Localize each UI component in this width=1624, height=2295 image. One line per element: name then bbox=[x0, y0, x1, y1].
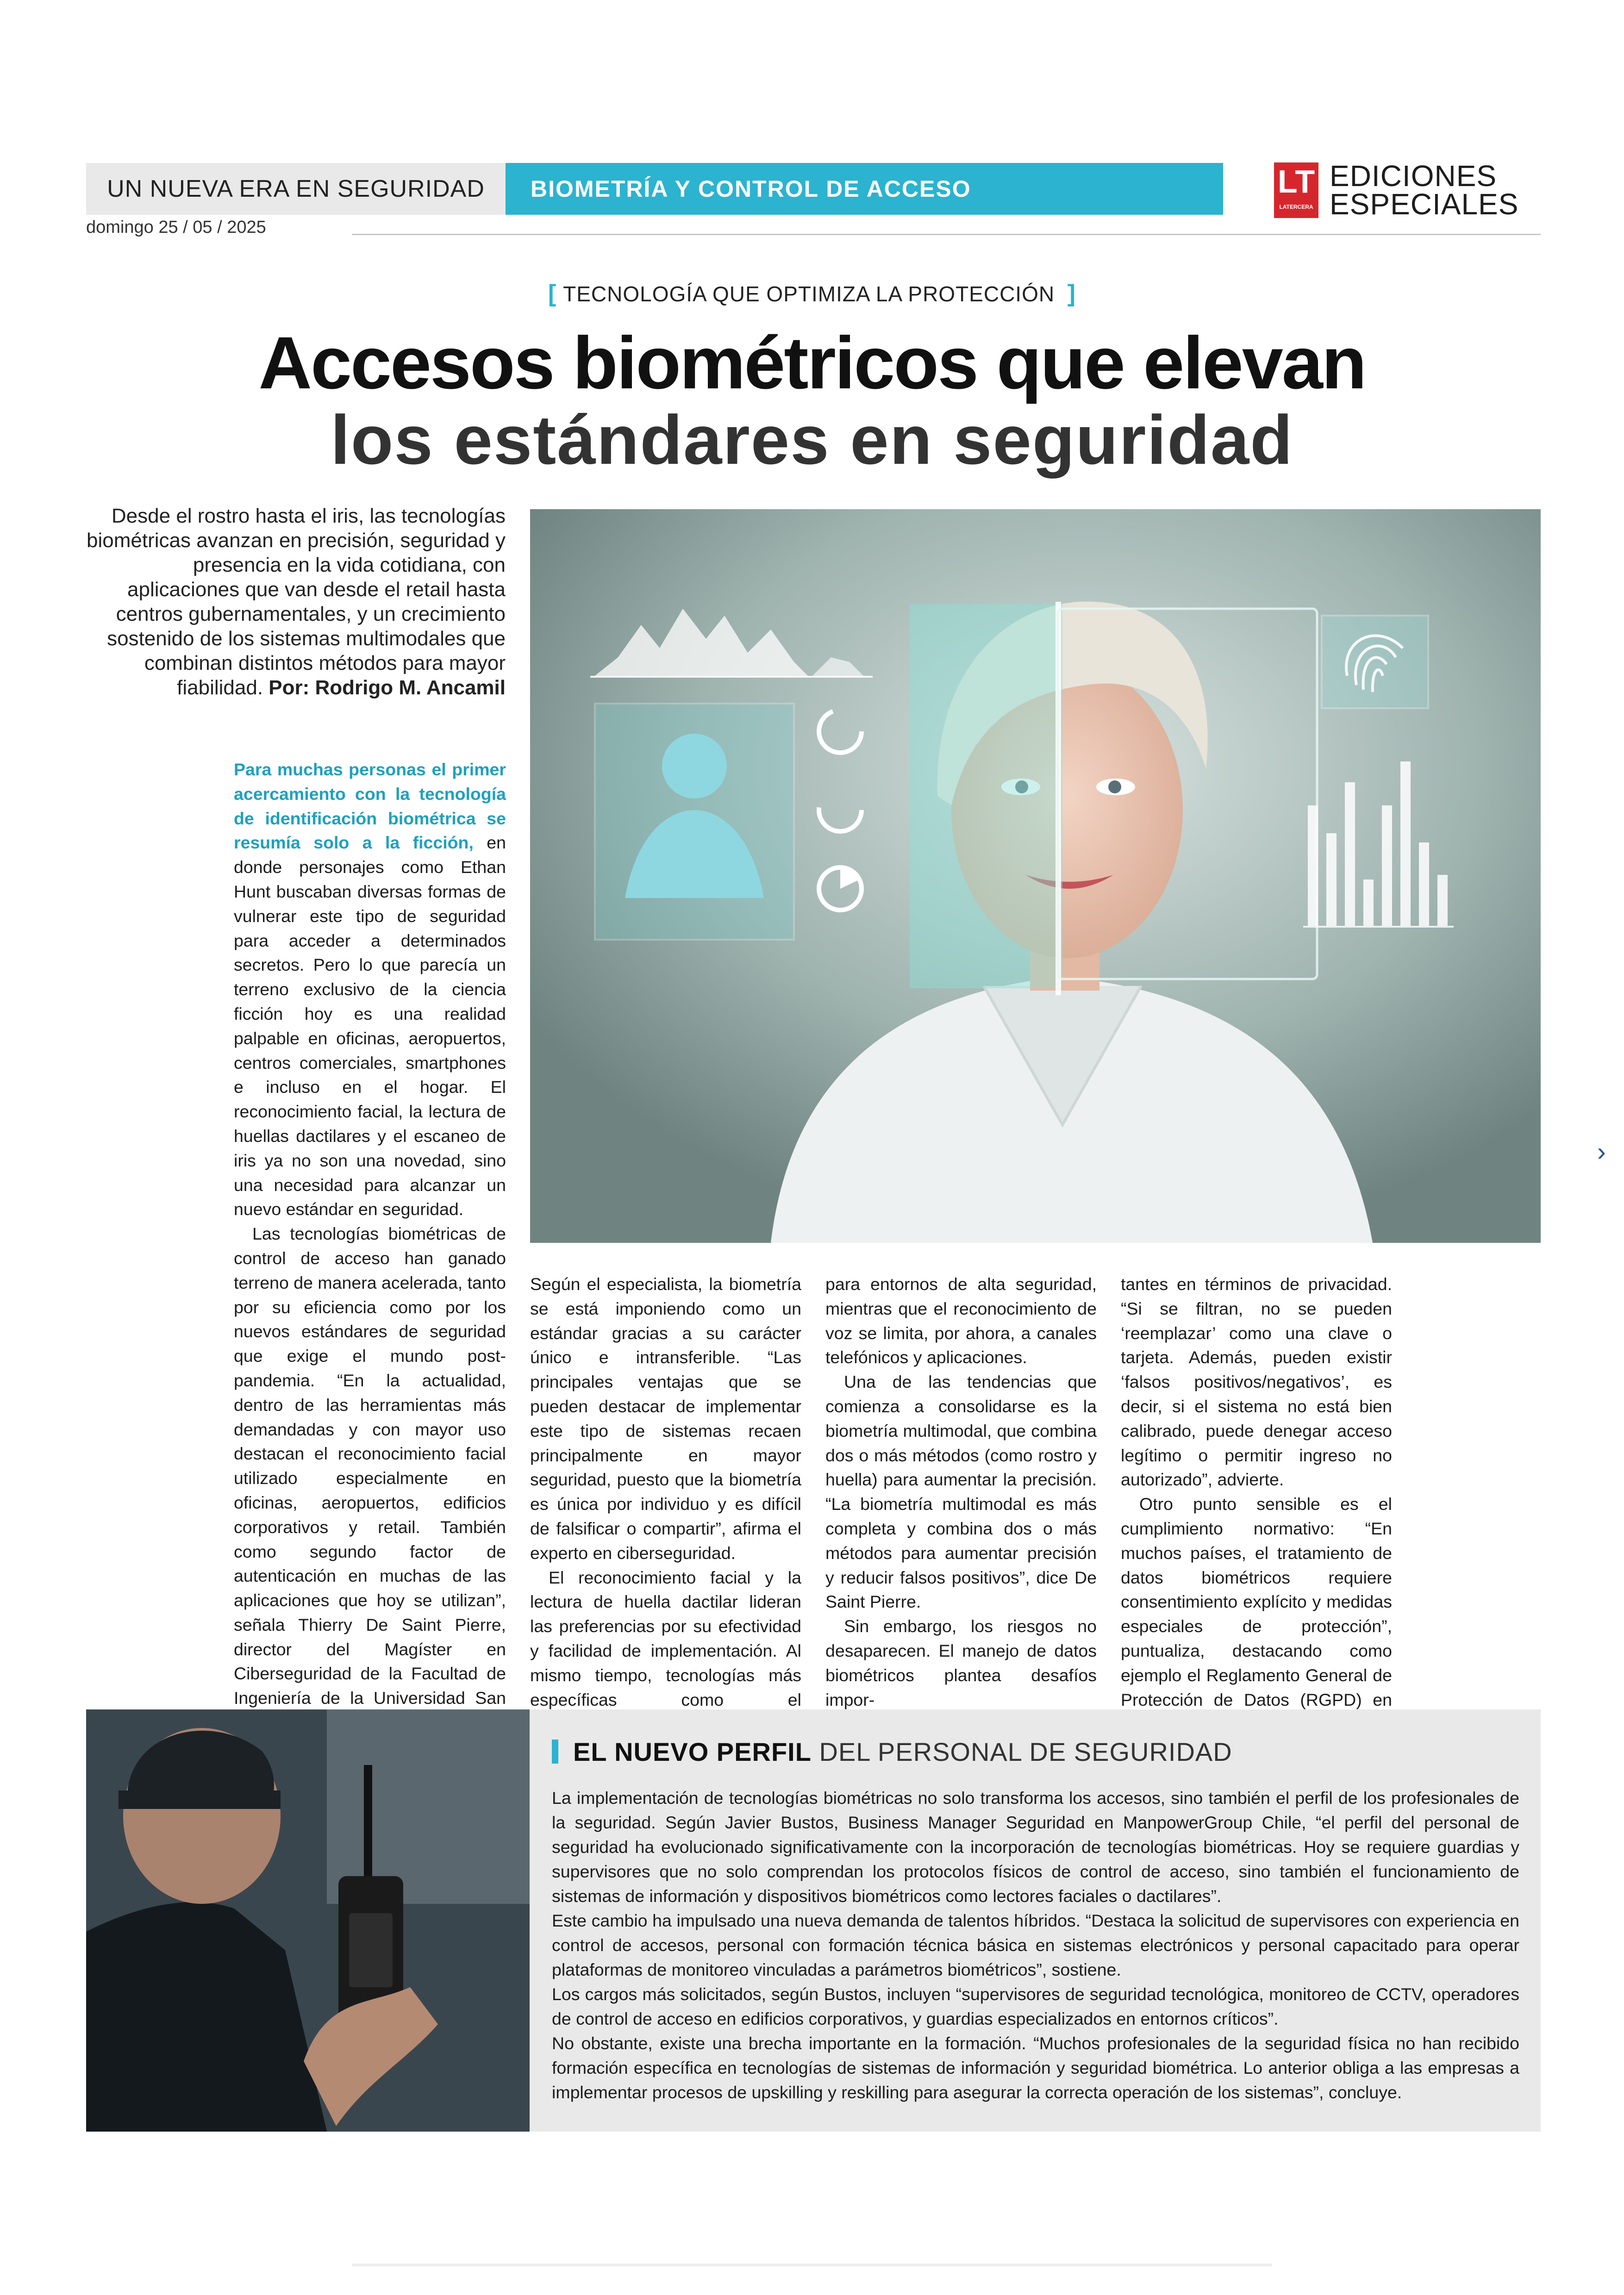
hero-image bbox=[530, 509, 1541, 1243]
header-divider bbox=[352, 234, 1541, 235]
lead-in: Para muchas personas el primer acercamiento con la tecnología de identificación biométrica se resumía solo a la ficción, bbox=[234, 760, 506, 853]
paragraph: El reconocimiento facial y la lectura de huella dactilar lideran las preferencias por su efectividad y facilidad de implementación. Al mismo tiempo, tecnologías más específicas como el bbox=[530, 1567, 801, 1709]
brand-lockup bbox=[1274, 159, 1519, 221]
kicker-text: TECNOLOGÍA QUE OPTIMIZA LA PROTECCIÓN bbox=[563, 282, 1055, 306]
article-column-1 bbox=[234, 757, 506, 1735]
paragraph: Sin embargo, los riesgos no desaparecen. El manejo de datos biométricos plantea desafíos impor- bbox=[825, 1616, 1097, 1709]
article-column-4 bbox=[1121, 1272, 1392, 1736]
lede-text: Desde el rostro hasta el iris, las tecnologías biométricas avanzan en precisión, seguridad y presencia en la vida cotidiana, con aplicaciones que van desde el retail hasta centros gubernamentales, y un crecimiento sostenido de los sistemas multimodales que combinan distintos métodos para mayor fiabilidad. bbox=[87, 505, 506, 699]
article-column-2 bbox=[530, 1272, 801, 1736]
sidebar-title-bold: EL NUEVO PERFIL bbox=[573, 1737, 812, 1766]
brand-name bbox=[1330, 159, 1519, 221]
sidebar-body bbox=[552, 1786, 1519, 2105]
section-label: UN NUEVA ERA EN SEGURIDAD bbox=[86, 163, 506, 215]
chevron-right-icon[interactable]: › bbox=[1597, 1137, 1606, 1166]
article-column-3 bbox=[825, 1272, 1097, 1712]
paragraph: Una de las tendencias que comienza a consolidarse es la biometría multimodal, que combina dos o más métodos (como rostro y huella) para aumentar la precisión. “La biometría multimodal es más completa y combina dos o más métodos para aumentar precisión y reducir falsos positivos”, dice De Saint Pierre. bbox=[825, 1372, 1097, 1612]
kicker: [ TECNOLOGÍA QUE OPTIMIZA LA PROTECCIÓN ] bbox=[548, 280, 1076, 307]
title-accent-bar bbox=[552, 1740, 558, 1764]
paragraph: La implementación de tecnologías biométricas no solo transforma los accesos, sino también el perfil de los profesionales de la seguridad. Según Javier Bustos, Business Manager Seguridad en ManpowerGroup Chile, “el perfil del personal de seguridad ha evolucionado significativamente con la incorporación de tecnologías biométricas. Hoy se requiere guardias y supervisores que no solo comprendan los protocolos físicos de control de acceso, sino también el funcionamiento de sistemas de información y dispositivos biométricos como lectores faciales o dactilares”. bbox=[552, 1788, 1519, 1906]
topic-label: BIOMETRÍA Y CONTROL DE ACCESO bbox=[506, 163, 1223, 215]
issue-date: domingo 25 / 05 / 2025 bbox=[86, 218, 266, 237]
headline-line-1: Accesos biométricos que elevan bbox=[258, 321, 1366, 404]
scroll-indicator bbox=[352, 2264, 1272, 2266]
brand-line-1: EDICIONES bbox=[1330, 159, 1497, 193]
paragraph: Las tecnologías biométricas de control de acceso han ganado terreno de manera acelerada, tanto por su eficiencia como por los nuevos estándares de seguridad que exige el mundo post-pandemia. “En la actualidad, dentro de las herramientas más demandadas y con mayor uso destacan el reconocimiento facial utilizado especialmente en oficinas, aeropuertos, edificios corporativos y retail. También como segundo factor de autenticación en muchas de las aplicaciones que hoy se utilizan”, señala Thierry De Saint Pierre, director del Magíster en Ciberseguridad de la Facultad de Ingeniería de la Universidad San bbox=[234, 1224, 506, 1708]
paragraph: Este cambio ha impulsado una nueva demanda de talentos híbridos. “Destaca la solicitud de supervisores con experiencia en control de accesos, personal con formación técnica básica en sistemas electrónicos y personal capacitado para operar plataformas de monitoreo vinculadas a parámetros biométricos”, sostiene. bbox=[552, 1911, 1519, 1979]
sidebar-title bbox=[552, 1737, 1232, 1767]
brand-logo-sub: LATERCERA bbox=[1279, 204, 1313, 211]
byline: Por: Rodrigo M. Ancamil bbox=[269, 676, 506, 699]
sidebar-photo bbox=[86, 1709, 530, 2132]
paragraph: Según el especialista, la biometría se está imponiendo como un estándar gracias a su carácter único e intransferible. “Las principales ventajas que se pueden destacar de implementar este tipo de sistemas recaen principalmente en mayor seguridad, puesto que la biometría es única por individuo y es difícil de falsificar o compartir”, afirma el experto en ciberseguridad. bbox=[530, 1274, 801, 1563]
paragraph: para entornos de alta seguridad, mientras que el reconocimiento de voz se limita, por ahora, a canales telefónicos y aplicaciones. bbox=[825, 1274, 1097, 1367]
paragraph: Otro punto sensible es el cumplimiento normativo: “En muchos países, el tratamiento de datos biométricos requiere consentimiento explícito y medidas especiales de protección”, puntualiza, destacando como ejemplo el Reglamento General de Protección de Datos (RGPD) en bbox=[1121, 1494, 1392, 1709]
paragraph: No obstante, existe una brecha importante en la formación. “Muchos profesionales de la seguridad física no han recibido formación específica en tecnologías de sistemas de información y seguridad biométrica. Lo anterior obliga a las empresas a implementar procesos de upskilling y reskilling para asegurar la correcta operación de los sistemas”, concluye. bbox=[552, 2033, 1519, 2102]
brand-logo: LT LATERCERA bbox=[1274, 162, 1318, 218]
brand-line-2: ESPECIALES bbox=[1330, 187, 1519, 221]
paragraph: tantes en términos de privacidad. “Si se filtran, no se pueden ‘reemplazar’ como una clave o tarjeta. Además, pueden existir ‘falsos positivos/negativos’, es decir, si el sistema no está bien calibrado, puede denegar acceso legítimo o permitir ingreso no autorizado”, advierte. bbox=[1121, 1274, 1392, 1490]
paragraph: Para muchas personas el primer acercamiento con la tecnología de identificación biométrica se resumía solo a la ficción, en donde personajes como Ethan Hunt buscaban diversas formas de vulnerar este tipo de seguridad para acceder a determinados secretos. Pero lo que parecía un terreno exclusivo de la ciencia ficción hoy es una realidad palpable en oficinas, aeropuertos, centros comerciales, smartphones e incluso en el hogar. El reconocimiento facial, la lectura de huellas dactilares y el escaneo de iris ya no son una novedad, sino una necesidad para alcanzar un nuevo estándar en seguridad. bbox=[234, 760, 506, 1219]
headline-line-2: los estándares en seguridad bbox=[331, 401, 1293, 479]
sidebar-title-rest: DEL PERSONAL DE SEGURIDAD bbox=[819, 1737, 1232, 1766]
lede bbox=[86, 504, 506, 700]
paragraph: Los cargos más solicitados, según Bustos, incluyen “supervisores de seguridad tecnológica, monitoreo de CCTV, operadores de control de acceso en edificios corporativos, y guardias especializados en entornos críticos”. bbox=[552, 1984, 1519, 2028]
